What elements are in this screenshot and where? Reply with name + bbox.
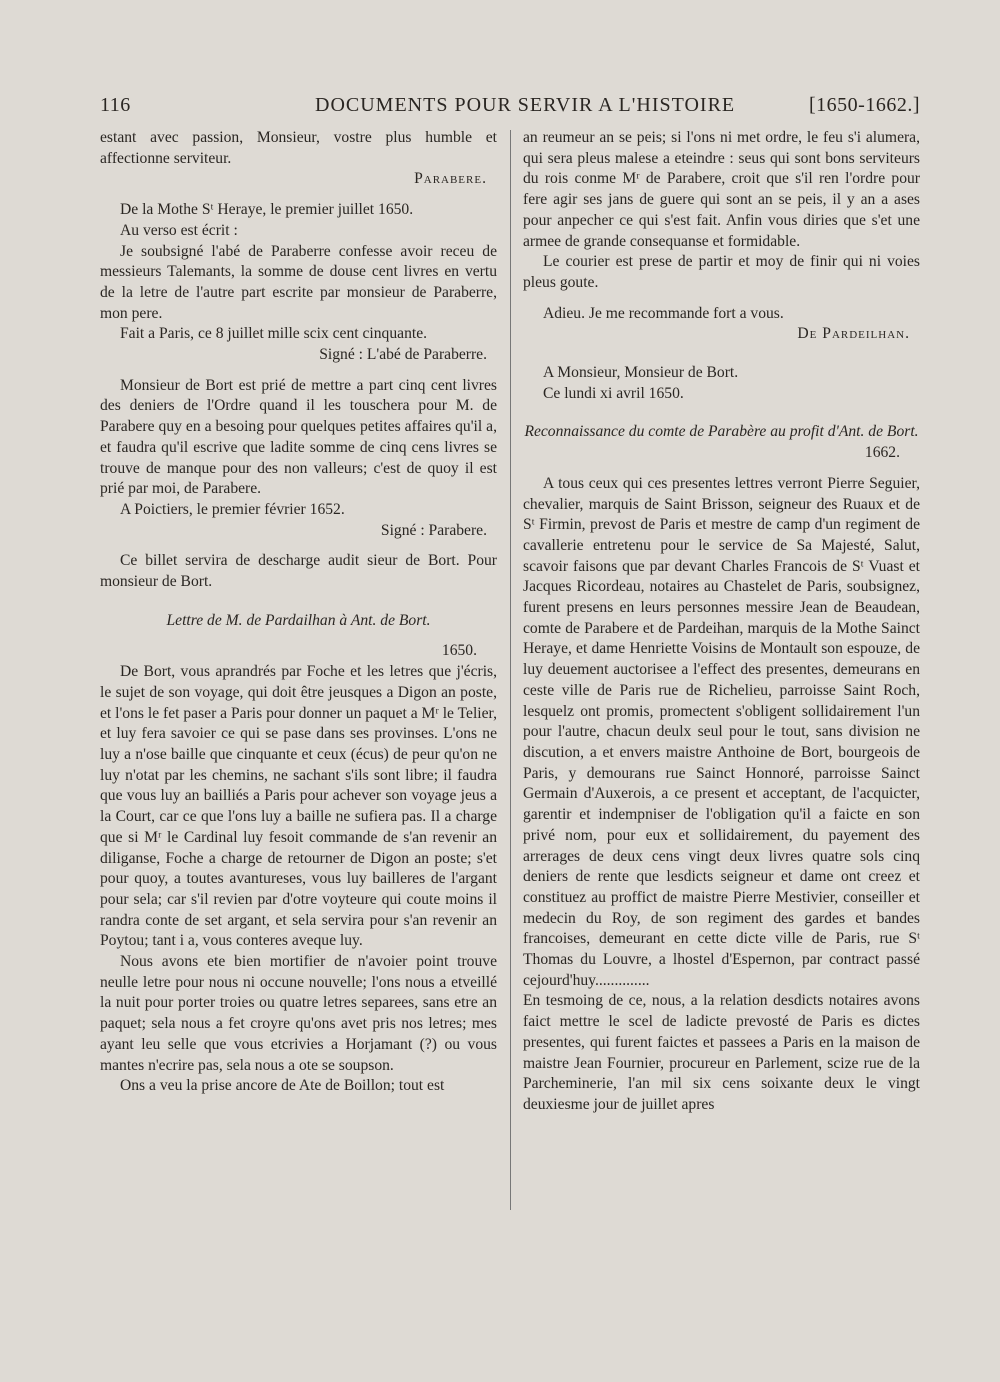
left-paragraph: Nous avons ete bien mortifier de n'avoier point trouve neulle letre pour nous ni occune nouvelle; l'ons nous a etveillé la nuit pour porter troies ou quatre letres separees, sans etre an paquet; sela nous a fet croyre qu'ons avet pris nos letres; mes ayant leu selle que vous etcrivies a Horjamant (?) ou vous mantes n'ecrire pas, sela nous a ote se soupson. [100, 953, 497, 1074]
left-column [100, 128, 497, 1097]
right-paragraph: De Pardeilhan. [797, 325, 910, 343]
page-number: 116 [100, 94, 131, 116]
date-range: [1650-1662.] [809, 94, 920, 116]
right-paragraph: an reumeur an se peis; si l'ons ni met ordre, le feu s'i alumera, qui sera pleus malese a eteindre : seus qui sont bons serviteurs du rois conme Mʳ de Parabere, croit que s'il ren l'ordre pour fere agir ses jans de guere qui sont an se peis, il y an a ases pour anpecher ce qui s'est fait. Anfin vous diries que s'et une armee de grande consequanse et formidable. [523, 129, 920, 250]
right-paragraph: A Monsieur, Monsieur de Bort. [543, 364, 739, 382]
left-paragraph: De Bort, vous aprandrés par Foche et les letres que j'écris, le sujet de son voyage, qui doit être jeusques a Digon an poste, et l'ons le fet paser a Paris pour donner un paquet a Mʳ le Telier, et luy fera savoier ce qui se pase dans ses provinses. L'ons ne luy a n'ose baille que cinquante et ceux (écus) de peur qu'on ne luy n'otat par les chemins, ne sachant s'ils sont libre; il faudra que vous luy an bailliés a Paris pour achever son voyage jeus a la Court, car ce que l'ons luy a baille ne sufiera pas. Il a charge que si Mʳ le Cardinal luy fesoit commande de s'an revenir an diliganse, Foche a charge de retourner de Digon an poste; s'et pour quoy, a toutes avantureses, vous luy bailleres de l'argant pour sela; car s'il revien par d'otre voyteure qui coute moins il randra conte de set argant, et sela servira pour s'an revenir an Poytou; tant i a, vous conteres aveque luy. [100, 663, 497, 950]
running-header [100, 94, 920, 124]
right-paragraph: 1662. [864, 444, 900, 462]
left-paragraph: Parabere. [414, 170, 487, 188]
left-paragraph: Ce billet servira de descharge audit sieur de Bort. Pour monsieur de Bort. [100, 552, 497, 591]
left-paragraph: Signé : Parabere. [380, 521, 487, 539]
left-paragraph: Ons a veu la prise ancore de Ate de Boillon; tout est [120, 1077, 445, 1095]
left-paragraph: Signé : L'abé de Paraberre. [319, 346, 487, 364]
left-paragraph: De la Mothe Sᵗ Heraye, le premier juillet 1650. [120, 201, 414, 219]
right-paragraph: Reconnaissance du comte de Parabère au profit d'Ant. de Bort. [524, 423, 919, 441]
running-title: DOCUMENTS POUR SERVIR A L'HISTOIRE [315, 94, 736, 116]
left-paragraph: 1650. [441, 642, 477, 660]
left-paragraph: estant avec passion, Monsieur, vostre plus humble et affectionne serviteur. [100, 129, 497, 167]
right-column [523, 128, 920, 1116]
right-paragraph: Ce lundi xi avril 1650. [543, 384, 684, 402]
left-paragraph: Lettre de M. de Pardailhan à Ant. de Bort. [166, 611, 431, 629]
left-paragraph: Monsieur de Bort est prié de mettre a part cinq cent livres des deniers de l'Ordre quand il les touschera pour M. de Parabere quy en a besoing pour quelques petites affaires qu'il a, et faudra qu'il escrive que ladite somme de cinq cens livres se trouve de manque pour des non valleurs; c'est de quoy il est prié par moi, de Parabere. [100, 376, 497, 498]
left-paragraph: Au verso est écrit : [120, 221, 238, 239]
right-paragraph: A tous ceux qui ces presentes lettres verront Pierre Seguier, chevalier, marquis de Saint Brisson, seigneur des Ruaux et de Sᵗ Firmin, prevost de Paris et mestre de camp d'un regiment de cavallerie entretenu pour le service de Sa Majesté, Salut, scavoir faisons que par devant Charles Francois de Sᵗ Vuast et Jacques Ricordeau, notaires au Chastelet de Paris, soubsignez, furent presens en leurs personnes messire Jean de Beaudean, comte de Parabere et de Pardeihan, marquis de la Mothe Sainct Heraye, et dame Henriette Voisins de Montault son espouze, de luy deuement auctorisee a l'effect des presentes, demeurans en ceste ville de Paris rue de Richelieu, parroisse Saint Roch, lesquelz ont promis, promectent s'obligent sollidairement l'un pour l'autre, chacun deulx seul pour le tout, sans division ne discution, a et envers maistre Anthoine de Bort, bourgeois de Paris, y demourans rue Sainct Honnoré, parroisse Sainct Germain d'Auxerois, a ce present et acceptant, de l'acquicter, garentir et indempniser de l'obligation qu'il a faicte en son privé nom, pour eux et sollidairement, du payement des arrerages de deux cens vingt deux livres quatre sols cinq deniers de rente que lesdicts seigneur et dame ont creez et constituez au proffict de maistre Pierre Mestivier, conseiller et medecin du Roy, de son regiment des gardes et bandes francoises, demeurant en cette dicte ville de Paris, rue Sᵗ Thomas du Louvre, a lhostel d'Espernon, par contract passé cejourd'huy.............. [523, 474, 920, 989]
right-paragraph: Le courier est prese de partir et moy de finir qui ni voies pleus goute. [523, 253, 920, 291]
column-divider [510, 130, 511, 1210]
left-paragraph: A Poictiers, le premier février 1652. [120, 500, 345, 518]
right-paragraph: Adieu. Je me recommande fort a vous. [543, 304, 784, 322]
left-paragraph: Fait a Paris, ce 8 juillet mille scix cent cinquante. [120, 325, 428, 343]
right-paragraph: En tesmoing de ce, nous, a la relation desdicts notaires avons faict mettre le scel de ladicte prevosté de Paris es dictes presentes, qui furent faictes et passees a Paris en la maison de maistre Jean Fournier, procureur en Parlement, scize rue de la Parcheminerie, l'an mil six cens soixante deux le vingt deuxiesme jour de juillet apres [523, 992, 920, 1113]
left-paragraph: Je soubsigné l'abé de Paraberre confesse avoir receu de messieurs Talemants, la somme de douse cent livres en vertu de la letre de l'autre part escrite par monsieur de Paraberre, mon pere. [100, 242, 497, 322]
